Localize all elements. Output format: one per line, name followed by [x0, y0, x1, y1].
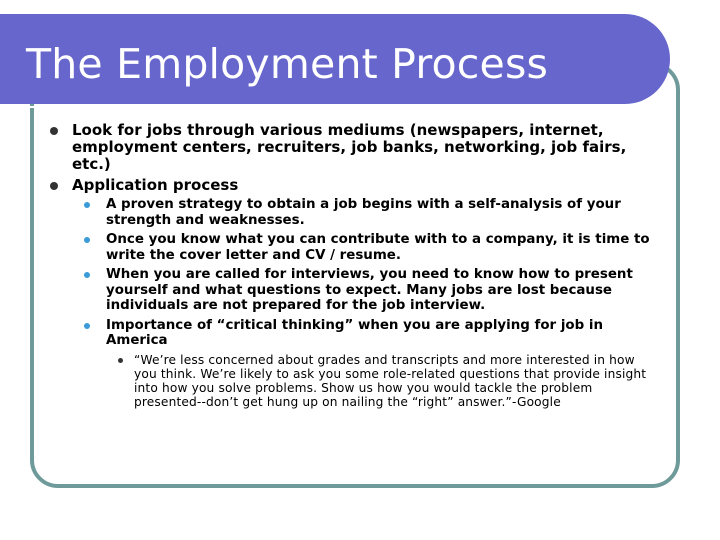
quote-text: “We’re less concerned about grades and transcripts and more interested in how you think. We’re likely to ask you some role-related questions that provide insight into how you solve problems. Show us how you would tackle the problem presented--don’t get hung up on nailing the “right” answer.”-Google	[134, 352, 647, 409]
sub-bullet-item-interviews	[72, 267, 660, 314]
sub-bullet-text: Importance of “critical thinking” when you are applying for job in America	[106, 317, 603, 348]
sub-bullet-text: A proven strategy to obtain a job begins with a self-analysis of your strength and weaknesses.	[106, 197, 621, 228]
slide-content	[48, 122, 660, 413]
sub-bullet-dot-icon	[84, 323, 90, 329]
sub-bullet-item-critical-thinking	[72, 318, 660, 409]
bullet-item-find-jobs	[48, 122, 660, 173]
bullet-item-application-process	[48, 177, 660, 409]
title-bar	[0, 14, 670, 104]
sub-sub-bullet-item-google-quote	[106, 353, 660, 409]
sub-bullet-item-cover-letter	[72, 232, 660, 263]
bullet-dot-icon	[50, 182, 58, 190]
sub-bullet-dot-icon	[84, 272, 90, 278]
bullet-text: Look for jobs through various mediums (newspapers, internet, employment centers, recruiters, job banks, networking, job fairs, etc.)	[72, 121, 627, 173]
sub-sub-bullet-dot-icon	[118, 358, 123, 363]
sub-bullet-dot-icon	[84, 202, 90, 208]
sub-bullet-text: When you are called for interviews, you need to know how to present yourself and what questions to expect. Many jobs are lost because individuals are not prepared for the job interview.	[106, 267, 633, 313]
title-underline	[0, 106, 640, 108]
sub-bullet-dot-icon	[84, 237, 90, 243]
sub-bullet-list	[72, 197, 660, 409]
sub-sub-bullet-list	[106, 353, 660, 409]
bullet-dot-icon	[50, 127, 58, 135]
sub-bullet-text: Once you know what you can contribute with to a company, it is time to write the cover letter and CV / resume.	[106, 232, 650, 263]
bullet-text: Application process	[72, 176, 239, 194]
slide-title: The Employment Process	[26, 40, 549, 88]
bullet-list	[48, 122, 660, 409]
sub-bullet-item-self-analysis	[72, 197, 660, 228]
